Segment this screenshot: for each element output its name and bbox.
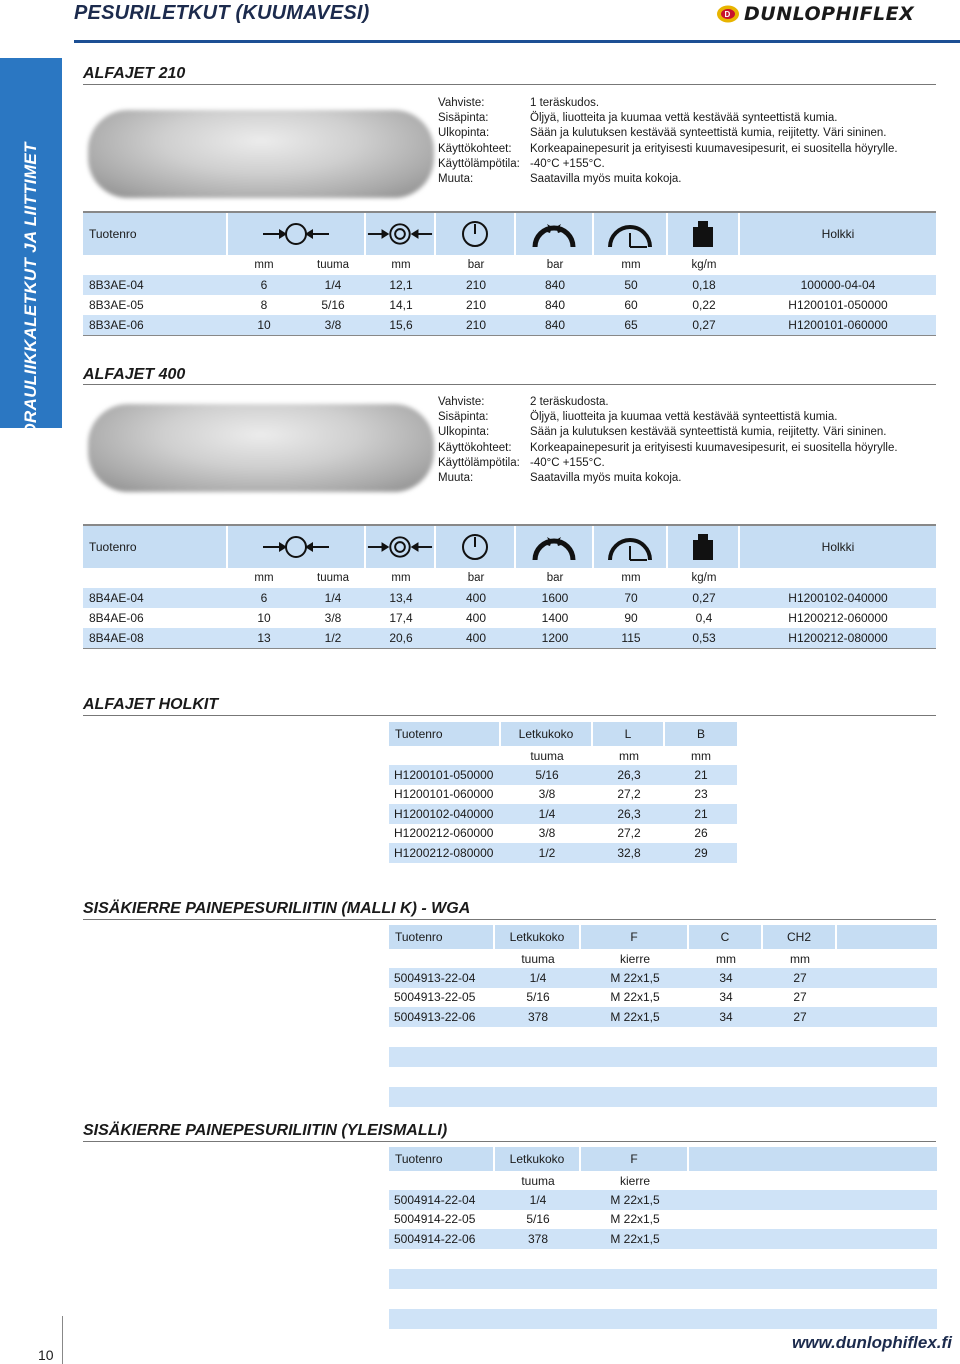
website-link[interactable]: www.dunlophiflex.fi (792, 1333, 952, 1352)
cell: 60 (624, 298, 638, 312)
col-header: F (581, 925, 689, 949)
burst-pressure-icon (516, 213, 594, 255)
page-number: 10 (38, 1347, 54, 1363)
cell: H1200101-050000 (394, 767, 494, 782)
unit-label: mm (691, 748, 711, 763)
outer-diameter-icon (366, 526, 436, 568)
table-row (389, 968, 937, 988)
cell: 10 (257, 611, 271, 625)
unit-label: mm (366, 568, 436, 588)
cell: 13 (257, 631, 271, 645)
bend-radius-icon (594, 526, 668, 568)
page-title: PESURILETKUT (KUUMAVESI) (74, 2, 370, 24)
spec-value: Saatavilla myös muita kokoja. (530, 173, 682, 186)
unit-label: mm (228, 568, 300, 588)
cell: 0,53 (692, 631, 716, 645)
cell: 1/4 (324, 591, 342, 605)
cell: 8 (260, 298, 268, 312)
cell: H1200101-060000 (788, 318, 888, 332)
cell: 34 (719, 990, 733, 1005)
unit-label: mm (366, 255, 436, 275)
cell: H1200102-040000 (788, 591, 888, 605)
cell: 26 (694, 826, 708, 841)
section-rule (83, 715, 936, 716)
cell: 100000-04-04 (800, 278, 876, 292)
unit-label: kg/m (668, 255, 740, 275)
product-table-alfajet-400 (83, 524, 936, 649)
cell: H1200101-050000 (788, 298, 888, 312)
spec-value: Öljyä, liuotteita ja kuumaa vettä kestävää synteettistä kumia. (530, 411, 838, 424)
cell: 400 (465, 631, 487, 645)
cell: 8B4AE-04 (89, 591, 144, 605)
cell: 1/2 (538, 845, 556, 860)
cell: 0,18 (692, 278, 716, 292)
cell: 14,1 (389, 298, 413, 312)
pressure-gauge-icon (436, 526, 516, 568)
header-rule (74, 40, 960, 43)
spec-label: Käyttölämpötila: (438, 157, 520, 170)
col-header: Letkukoko (495, 1147, 581, 1171)
cell: 0,27 (692, 591, 716, 605)
col-header: Letkukoko (501, 722, 593, 746)
cell: 5004914-22-04 (394, 1192, 476, 1207)
spec-value: Sään ja kulutuksen kestävää synteettistä kumia, reijitetty. Väri sininen. (530, 127, 887, 140)
table-row (389, 843, 737, 863)
spec-label: Sisäpinta: (438, 112, 489, 125)
cell: 115 (621, 631, 641, 645)
cell: 1/4 (538, 806, 556, 821)
table-row (389, 1007, 937, 1027)
spec-value: 2 teräskudosta. (530, 396, 609, 408)
table-yleismalli (389, 1147, 937, 1329)
table-row (83, 275, 936, 295)
col-header-tuotenro: Tuotenro (83, 213, 228, 255)
cell: 5/16 (535, 767, 559, 782)
cell: 840 (544, 318, 566, 332)
cell: 210 (465, 298, 487, 312)
unit-label: mm (790, 951, 810, 966)
weight-icon (668, 213, 740, 255)
table-row (83, 588, 936, 608)
cell: 400 (465, 591, 487, 605)
cell: 90 (624, 611, 638, 625)
table-wga (389, 925, 937, 1107)
page-number-rule (62, 1316, 63, 1364)
cell: 378 (527, 1009, 549, 1024)
col-header: L (593, 722, 665, 746)
cell: 210 (465, 318, 487, 332)
cell: 50 (624, 278, 638, 292)
outer-diameter-icon (366, 213, 436, 255)
unit-label: bar (516, 568, 594, 588)
cell: 23 (694, 787, 708, 802)
empty-row (389, 1269, 937, 1289)
cell: 20,6 (389, 631, 413, 645)
cell: 12,1 (389, 278, 413, 292)
cell: 1/4 (324, 278, 342, 292)
spec-label: Sisäpinta: (438, 411, 489, 424)
cell: 210 (465, 278, 487, 292)
cell: 378 (527, 1231, 549, 1246)
section-title-wga: SISÄKIERRE PAINEPESURILIITIN (MALLI K) - WGA (83, 900, 471, 917)
unit-label: bar (516, 255, 594, 275)
unit-label: mm (716, 951, 736, 966)
hose-image-alfajet-210 (88, 110, 434, 198)
spec-label: Ulkopinta: (438, 127, 490, 140)
cell: 1/2 (324, 631, 342, 645)
empty-row (389, 1309, 937, 1329)
cell: 5004913-22-05 (394, 990, 476, 1005)
cell: M 22x1,5 (610, 970, 660, 985)
sidebar-band (0, 58, 62, 460)
brand-name: DUNLOPHIFLEX (744, 3, 915, 25)
cell: 70 (624, 591, 638, 605)
col-header: C (689, 925, 763, 949)
spec-value: -40°C +155°C. (530, 157, 605, 170)
specs-alfajet-210 (438, 96, 898, 187)
cell: 27,2 (617, 826, 641, 841)
col-header: Tuotenro (389, 1147, 495, 1171)
cell: 29 (694, 845, 708, 860)
col-header: B (665, 722, 737, 746)
table-row (389, 1190, 937, 1210)
dunlop-flying-d-icon (716, 4, 740, 24)
unit-label: kierre (619, 1173, 650, 1188)
spec-label: Vahviste: (438, 97, 485, 109)
section-rule (83, 84, 936, 85)
table-row (83, 608, 936, 628)
spec-label: Muuta: (438, 173, 474, 186)
table-row (389, 765, 737, 785)
empty-row (389, 1047, 937, 1067)
spec-value: Saatavilla myös muita kokoja. (530, 472, 682, 485)
cell: 3/8 (324, 318, 342, 332)
unit-label: kg/m (668, 568, 740, 588)
unit-label: kierre (619, 951, 650, 966)
cell: M 22x1,5 (610, 1192, 660, 1207)
col-header-tuotenro: Tuotenro (83, 526, 228, 568)
section-title-alfajet-400: ALFAJET 400 (83, 366, 186, 383)
table-holkit (389, 722, 737, 863)
spec-label: Vahviste: (438, 396, 485, 408)
cell: 6 (260, 591, 268, 605)
cell: 5/16 (526, 1212, 550, 1227)
cell: 34 (719, 970, 733, 985)
cell: M 22x1,5 (610, 990, 660, 1005)
cell: 27,2 (617, 787, 641, 802)
cell: 840 (544, 278, 566, 292)
table-row (389, 1210, 937, 1230)
col-header-holkki: Holkki (740, 526, 936, 568)
spec-value: -40°C +155°C. (530, 456, 605, 469)
cell: 8B3AE-04 (89, 278, 144, 292)
table-row (389, 785, 737, 805)
cell: M 22x1,5 (610, 1212, 660, 1227)
cell: 21 (694, 767, 708, 782)
brand-logo (716, 2, 914, 26)
col-header: Tuotenro (389, 722, 501, 746)
unit-label: tuuma (530, 748, 564, 763)
cell: H1200212-060000 (788, 611, 888, 625)
table-row (389, 804, 737, 824)
cell: 34 (719, 1009, 733, 1024)
svg-text:D: D (724, 10, 731, 19)
specs-alfajet-400 (438, 395, 898, 486)
col-header: CH2 (763, 925, 837, 949)
cell: 400 (465, 611, 487, 625)
spec-value: Korkeapainepesurit ja erityisesti kuumavesipesurit, ei suositella höyrylle. (530, 142, 898, 155)
spec-label: Käyttölämpötila: (438, 456, 520, 469)
table-row (389, 988, 937, 1008)
cell: 6 (260, 278, 268, 292)
spec-value: Korkeapainepesurit ja erityisesti kuumavesipesurit, ei suositella höyrylle. (530, 441, 898, 454)
cell: 840 (544, 298, 566, 312)
unit-label: mm (594, 568, 668, 588)
cell: 3/8 (324, 611, 342, 625)
cell: 5004914-22-06 (394, 1231, 476, 1246)
spec-label: Muuta: (438, 472, 474, 485)
section-title-alfajet-210: ALFAJET 210 (83, 65, 186, 82)
cell: 8B3AE-06 (89, 318, 144, 332)
cell: 27 (793, 1009, 807, 1024)
spec-label: Käyttökohteet: (438, 142, 512, 155)
cell: H1200212-080000 (394, 845, 494, 860)
cell: 5004914-22-05 (394, 1212, 476, 1227)
burst-pressure-icon (516, 526, 594, 568)
product-table-alfajet-210 (83, 211, 936, 336)
section-rule (83, 1141, 936, 1142)
cell: M 22x1,5 (610, 1231, 660, 1246)
cell: 27 (793, 990, 807, 1005)
hose-image-alfajet-400 (88, 404, 434, 492)
cell: 8B3AE-05 (89, 298, 144, 312)
sidebar-label: HYDRAULIIKKALETKUT JA LIITTIMET (21, 142, 40, 460)
cell: 5004913-22-06 (394, 1009, 476, 1024)
cell: M 22x1,5 (610, 1009, 660, 1024)
section-title-yleismalli: SISÄKIERRE PAINEPESURILIITIN (YLEISMALLI) (83, 1122, 448, 1139)
spec-label: Ulkopinta: (438, 426, 490, 439)
cell: 15,6 (389, 318, 413, 332)
cell: 10 (257, 318, 271, 332)
cell: 13,4 (389, 591, 413, 605)
unit-label: tuuma (521, 1173, 555, 1188)
col-header: F (581, 1147, 689, 1171)
cell: 27 (793, 970, 807, 985)
cell: H1200212-060000 (394, 826, 494, 841)
cell: 65 (624, 318, 638, 332)
cell: 8B4AE-06 (89, 611, 144, 625)
col-header: Letkukoko (495, 925, 581, 949)
section-rule (83, 919, 936, 920)
col-header: Tuotenro (389, 925, 495, 949)
cell: H1200101-060000 (394, 787, 494, 802)
spec-value: Sään ja kulutuksen kestävää synteettistä kumia, reijitetty. Väri sininen. (530, 426, 887, 439)
cell: 8B4AE-08 (89, 631, 144, 645)
spec-label: Käyttökohteet: (438, 441, 512, 454)
cell: 0,27 (692, 318, 716, 332)
cell: 1400 (541, 611, 569, 625)
unit-label: mm (228, 255, 300, 275)
cell: 5/16 (321, 298, 345, 312)
unit-label: bar (436, 255, 516, 275)
table-row (389, 1229, 937, 1249)
table-row (83, 295, 936, 315)
cell: 21 (694, 806, 708, 821)
col-header-holkki: Holkki (740, 213, 936, 255)
cell: 1/4 (529, 970, 547, 985)
cell: 1200 (541, 631, 569, 645)
unit-label: tuuma (300, 568, 366, 588)
cell: 3/8 (538, 826, 556, 841)
pressure-gauge-icon (436, 213, 516, 255)
cell: 0,22 (692, 298, 716, 312)
cell: 5/16 (526, 990, 550, 1005)
table-row (389, 824, 737, 844)
cell: 26,3 (617, 767, 641, 782)
inner-diameter-icon (228, 526, 366, 568)
spec-value: 1 teräskudos. (530, 97, 600, 109)
cell: 26,3 (617, 806, 641, 821)
cell: 1/4 (529, 1192, 547, 1207)
spec-value: Öljyä, liuotteita ja kuumaa vettä kestävää synteettistä kumia. (530, 112, 838, 125)
cell: 1600 (541, 591, 569, 605)
cell: 32,8 (617, 845, 641, 860)
cell: 17,4 (389, 611, 413, 625)
empty-row (389, 1087, 937, 1107)
unit-label: tuuma (521, 951, 555, 966)
unit-label: mm (619, 748, 639, 763)
cell: 3/8 (538, 787, 556, 802)
cell: 0,4 (695, 611, 713, 625)
weight-icon (668, 526, 740, 568)
unit-label: bar (436, 568, 516, 588)
section-title-holkit: ALFAJET HOLKIT (83, 696, 219, 713)
inner-diameter-icon (228, 213, 366, 255)
cell: 5004913-22-04 (394, 970, 476, 985)
table-row (83, 315, 936, 335)
cell: H1200212-080000 (788, 631, 888, 645)
cell: H1200102-040000 (394, 806, 494, 821)
section-rule (83, 384, 936, 385)
unit-label: mm (594, 255, 668, 275)
bend-radius-icon (594, 213, 668, 255)
unit-label: tuuma (300, 255, 366, 275)
table-row (83, 628, 936, 648)
